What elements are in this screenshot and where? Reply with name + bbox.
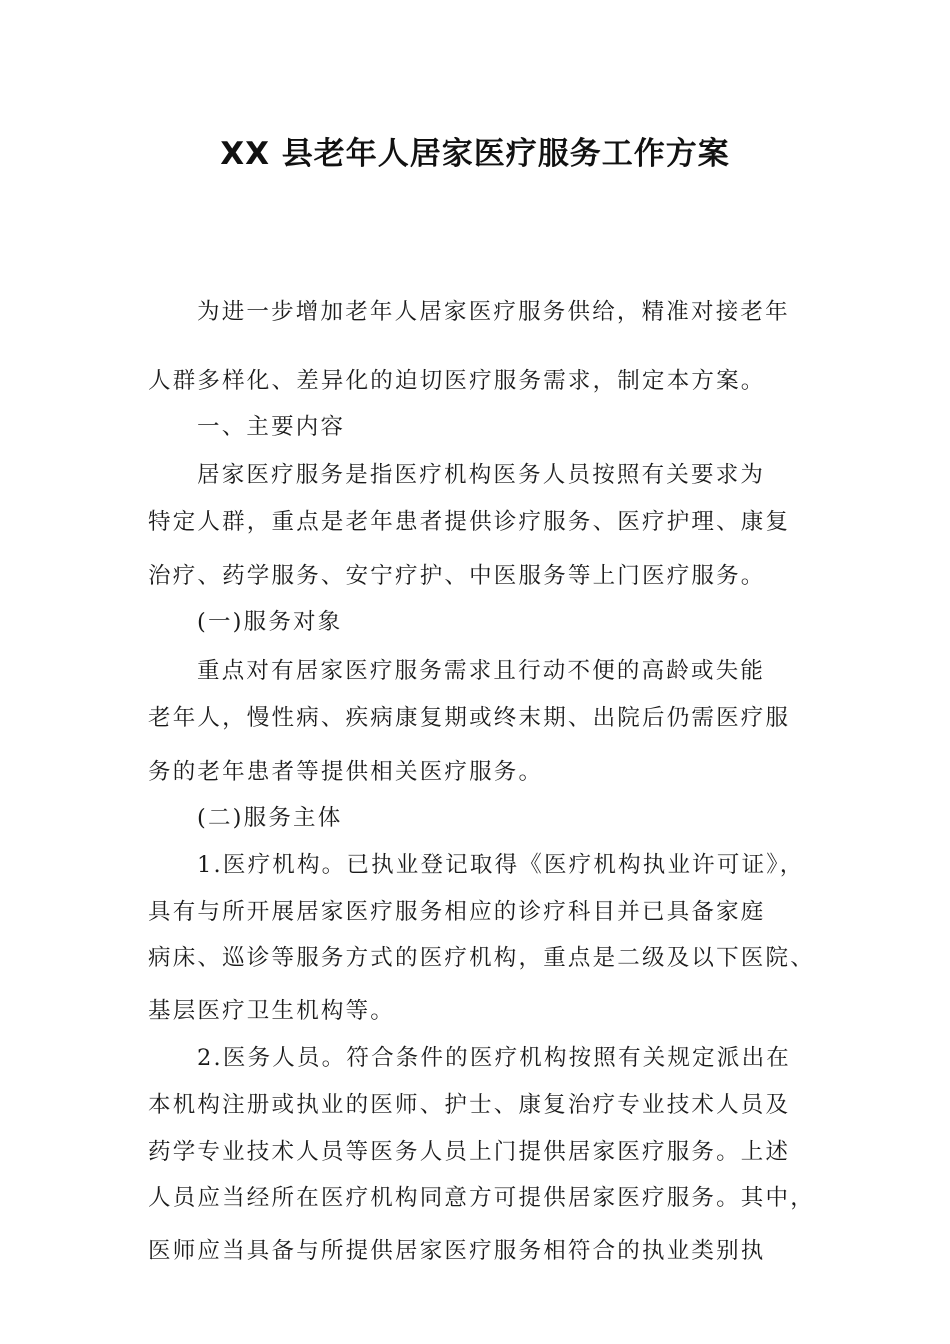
paragraph-staff-line-5: 医师应当具备与所提供居家医疗服务相符合的执业类别执 <box>148 1238 766 1264</box>
paragraph-definition-line-1: 居家医疗服务是指医疗机构医务人员按照有关要求为 <box>197 462 766 488</box>
paragraph-intro-line-1: 为进一步增加老年人居家医疗服务供给，精准对接老年 <box>197 299 790 325</box>
paragraph-institution-line-1: 1.医疗机构。已执业登记取得《医疗机构执业许可证》， <box>197 852 805 878</box>
paragraph-staff-line-3: 药学专业技术人员等医务人员上门提供居家医疗服务。上述 <box>148 1139 791 1165</box>
paragraph-definition-line-2: 特定人群，重点是老年患者提供诊疗服务、医疗护理、康复 <box>148 509 791 535</box>
paragraph-target-line-1: 重点对有居家医疗服务需求且行动不便的高龄或失能 <box>197 658 766 684</box>
paragraph-staff-line-1: 2.医务人员。符合条件的医疗机构按照有关规定派出在 <box>197 1045 791 1071</box>
paragraph-staff-line-4: 人员应当经所在医疗机构同意方可提供居家医疗服务。其中， <box>148 1185 815 1211</box>
paragraph-institution-line-3: 病床、巡诊等服务方式的医疗机构，重点是二级及以下医院、 <box>148 945 815 971</box>
paragraph-target-line-2: 老年人，慢性病、疾病康复期或终末期、出院后仍需医疗服 <box>148 705 791 731</box>
paragraph-intro-line-2: 人群多样化、差异化的迫切医疗服务需求，制定本方案。 <box>148 368 766 394</box>
paragraph-staff-line-2: 本机构注册或执业的医师、护士、康复治疗专业技术人员及 <box>148 1092 791 1118</box>
section-heading-main-content: 一、主要内容 <box>197 414 346 440</box>
subheading-service-target: (一)服务对象 <box>197 609 343 635</box>
paragraph-definition-line-3: 治疗、药学服务、安宁疗护、中医服务等上门医疗服务。 <box>148 563 766 589</box>
paragraph-institution-line-2: 具有与所开展居家医疗服务相应的诊疗科目并已具备家庭 <box>148 899 766 925</box>
paragraph-target-line-3: 务的老年患者等提供相关医疗服务。 <box>148 759 544 785</box>
paragraph-institution-line-4: 基层医疗卫生机构等。 <box>148 998 396 1024</box>
subheading-service-provider: (二)服务主体 <box>197 805 343 831</box>
document-title: XX 县老年人居家医疗服务工作方案 <box>220 136 730 172</box>
